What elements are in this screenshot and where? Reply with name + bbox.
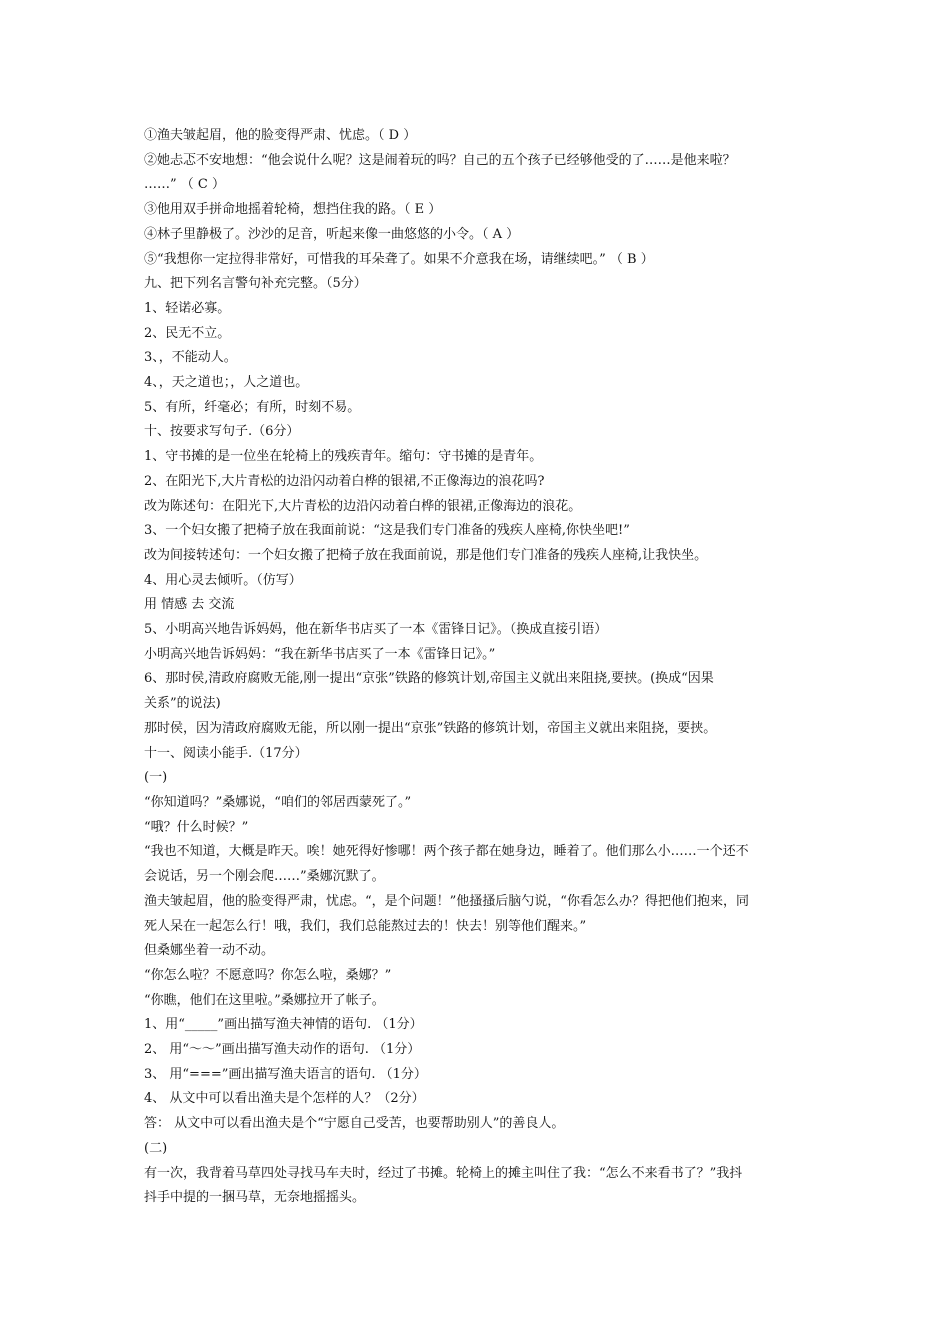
sentence-task-6: 6、那时侯,清政府腐败无能,刚一提出“京张”铁路的修筑计划,帝国主义就出来阻挠,要挟。(换成“因果 — [144, 671, 714, 687]
passage-line: 会说话，另一个刚会爬……”桑娜沉默了。 — [144, 869, 385, 885]
section-11-heading: 十一、阅读小能手.（17分） — [144, 745, 308, 761]
sentence-answer-2: 改为陈述句：在阳光下,大片青松的边沿闪动着白桦的银裙,正像海边的浪花。 — [144, 498, 582, 514]
sentence-answer-5: 小明高兴地告诉妈妈：“我在新华书店买了一本《雷锋日记》。” — [144, 646, 496, 662]
passage-line: “你怎么啦？不愿意吗？你怎么啦，桑娜？” — [144, 967, 392, 983]
sentence-task-3: 3、一个妇女搬了把椅子放在我面前说：“这是我们专门准备的残疾人座椅,你快坐吧!” — [144, 523, 630, 539]
answer-line-3: ③他用双手拼命地摇着轮椅，想挡住我的路。（ E ） — [144, 202, 442, 218]
sentence-task-5: 5、小明高兴地告诉妈妈，他在新华书店买了一本《雷锋日记》。（换成直接引语） — [144, 622, 608, 638]
question-2: 2、 用“～～”画出描写渔夫动作的语句. （1分） — [144, 1042, 421, 1058]
answer-line-2-cont: ……” （ C ） — [144, 177, 225, 193]
question-4-answer: 答： 从文中可以看出渔夫是个“宁愿自己受苦，也要帮助别人”的善良人。 — [144, 1116, 565, 1132]
passage-line: “你瞧，他们在这里啦。”桑娜拉开了帐子。 — [144, 992, 385, 1008]
sentence-task-1: 1、守书摊的是一位坐在轮椅上的残疾青年。缩句：守书摊的是青年。 — [144, 449, 543, 465]
sentence-task-4: 4、用心灵去倾听。（仿写） — [144, 572, 302, 588]
proverb-item-4: 4、，天之道也；，人之道也。 — [144, 375, 309, 391]
passage-line: “哦？什么时候？” — [144, 819, 249, 835]
sentence-answer-6: 那时侯，因为清政府腐败无能，所以刚一提出“京张”铁路的修筑计划，帝国主义就出来阻挠，要挟。 — [144, 720, 717, 736]
proverb-item-3: 3、，不能动人。 — [144, 350, 237, 366]
reading-part-1-label: (一) — [144, 770, 168, 786]
reading-part-2-label: (二) — [144, 1140, 168, 1156]
answer-line-2: ②她忐忑不安地想：“他会说什么呢？这是闹着玩的吗？自己的五个孩子已经够他受的了……是他来啦？ — [144, 152, 736, 168]
passage-line: 死人呆在一起怎么行！哦，我们，我们总能熬过去的！快去！别等他们醒来。” — [144, 918, 587, 934]
passage-2-line: 有一次，我背着马草四处寻找马车夫时，经过了书摊。轮椅上的摊主叫住了我：“怎么不来看书了？”我抖 — [144, 1165, 743, 1181]
passage-line: “我也不知道，大概是昨天。唉！她死得好惨哪！两个孩子都在她身边，睡着了。他们那么小……一个还不 — [144, 844, 749, 860]
proverb-item-2: 2、民无不立。 — [144, 325, 231, 341]
proverb-item-1: 1、轻诺必寡。 — [144, 300, 231, 316]
question-4: 4、 从文中可以看出渔夫是个怎样的人？（2分） — [144, 1091, 425, 1107]
section-9-heading: 九、把下列名言警句补充完整。（5分） — [144, 276, 367, 292]
proverb-item-5: 5、有所，纤毫必；有所，时刻不易。 — [144, 399, 361, 415]
sentence-answer-3: 改为间接转述句：一个妇女搬了把椅子放在我面前说，那是他们专门准备的残疾人座椅,让我快坐。 — [144, 547, 708, 563]
passage-line: 但桑娜坐着一动不动。 — [144, 943, 275, 959]
question-1: 1、用“_____”画出描写渔夫神情的语句. （1分） — [144, 1017, 423, 1033]
answer-line-4: ④林子里静极了。沙沙的足音，听起来像一曲悠悠的小令。（ A ） — [144, 226, 520, 242]
document-page — [144, 124, 820, 1211]
answer-line-1: ①渔夫皱起眉，他的脸变得严肃、忧虑。（ D ） — [144, 128, 417, 143]
answer-line-5: ⑤“我想你一定拉得非常好，可惜我的耳朵聋了。如果不介意我在场，请继续吧。” （ B ） — [144, 251, 654, 267]
sentence-task-2: 2、在阳光下,大片青松的边沿闪动着白桦的银裙,不正像海边的浪花吗? — [144, 473, 545, 489]
question-3: 3、 用“===”画出描写渔夫语言的语句. （1分） — [144, 1066, 427, 1082]
sentence-answer-4: 用 情感 去 交流 — [144, 597, 235, 613]
passage-line: 渔夫皱起眉，他的脸变得严肃，忧虑。“，是个问题！”他搔搔后脑勺说，“你看怎么办？得把他们抱来，同 — [144, 893, 749, 909]
sentence-task-6-cont: 关系”的说法) — [144, 696, 221, 712]
passage-line: “你知道吗？”桑娜说，“咱们的邻居西蒙死了。” — [144, 794, 412, 810]
section-10-heading: 十、按要求写句子.（6分） — [144, 424, 300, 440]
passage-2-line: 抖手中提的一捆马草，无奈地摇摇头。 — [144, 1190, 366, 1206]
